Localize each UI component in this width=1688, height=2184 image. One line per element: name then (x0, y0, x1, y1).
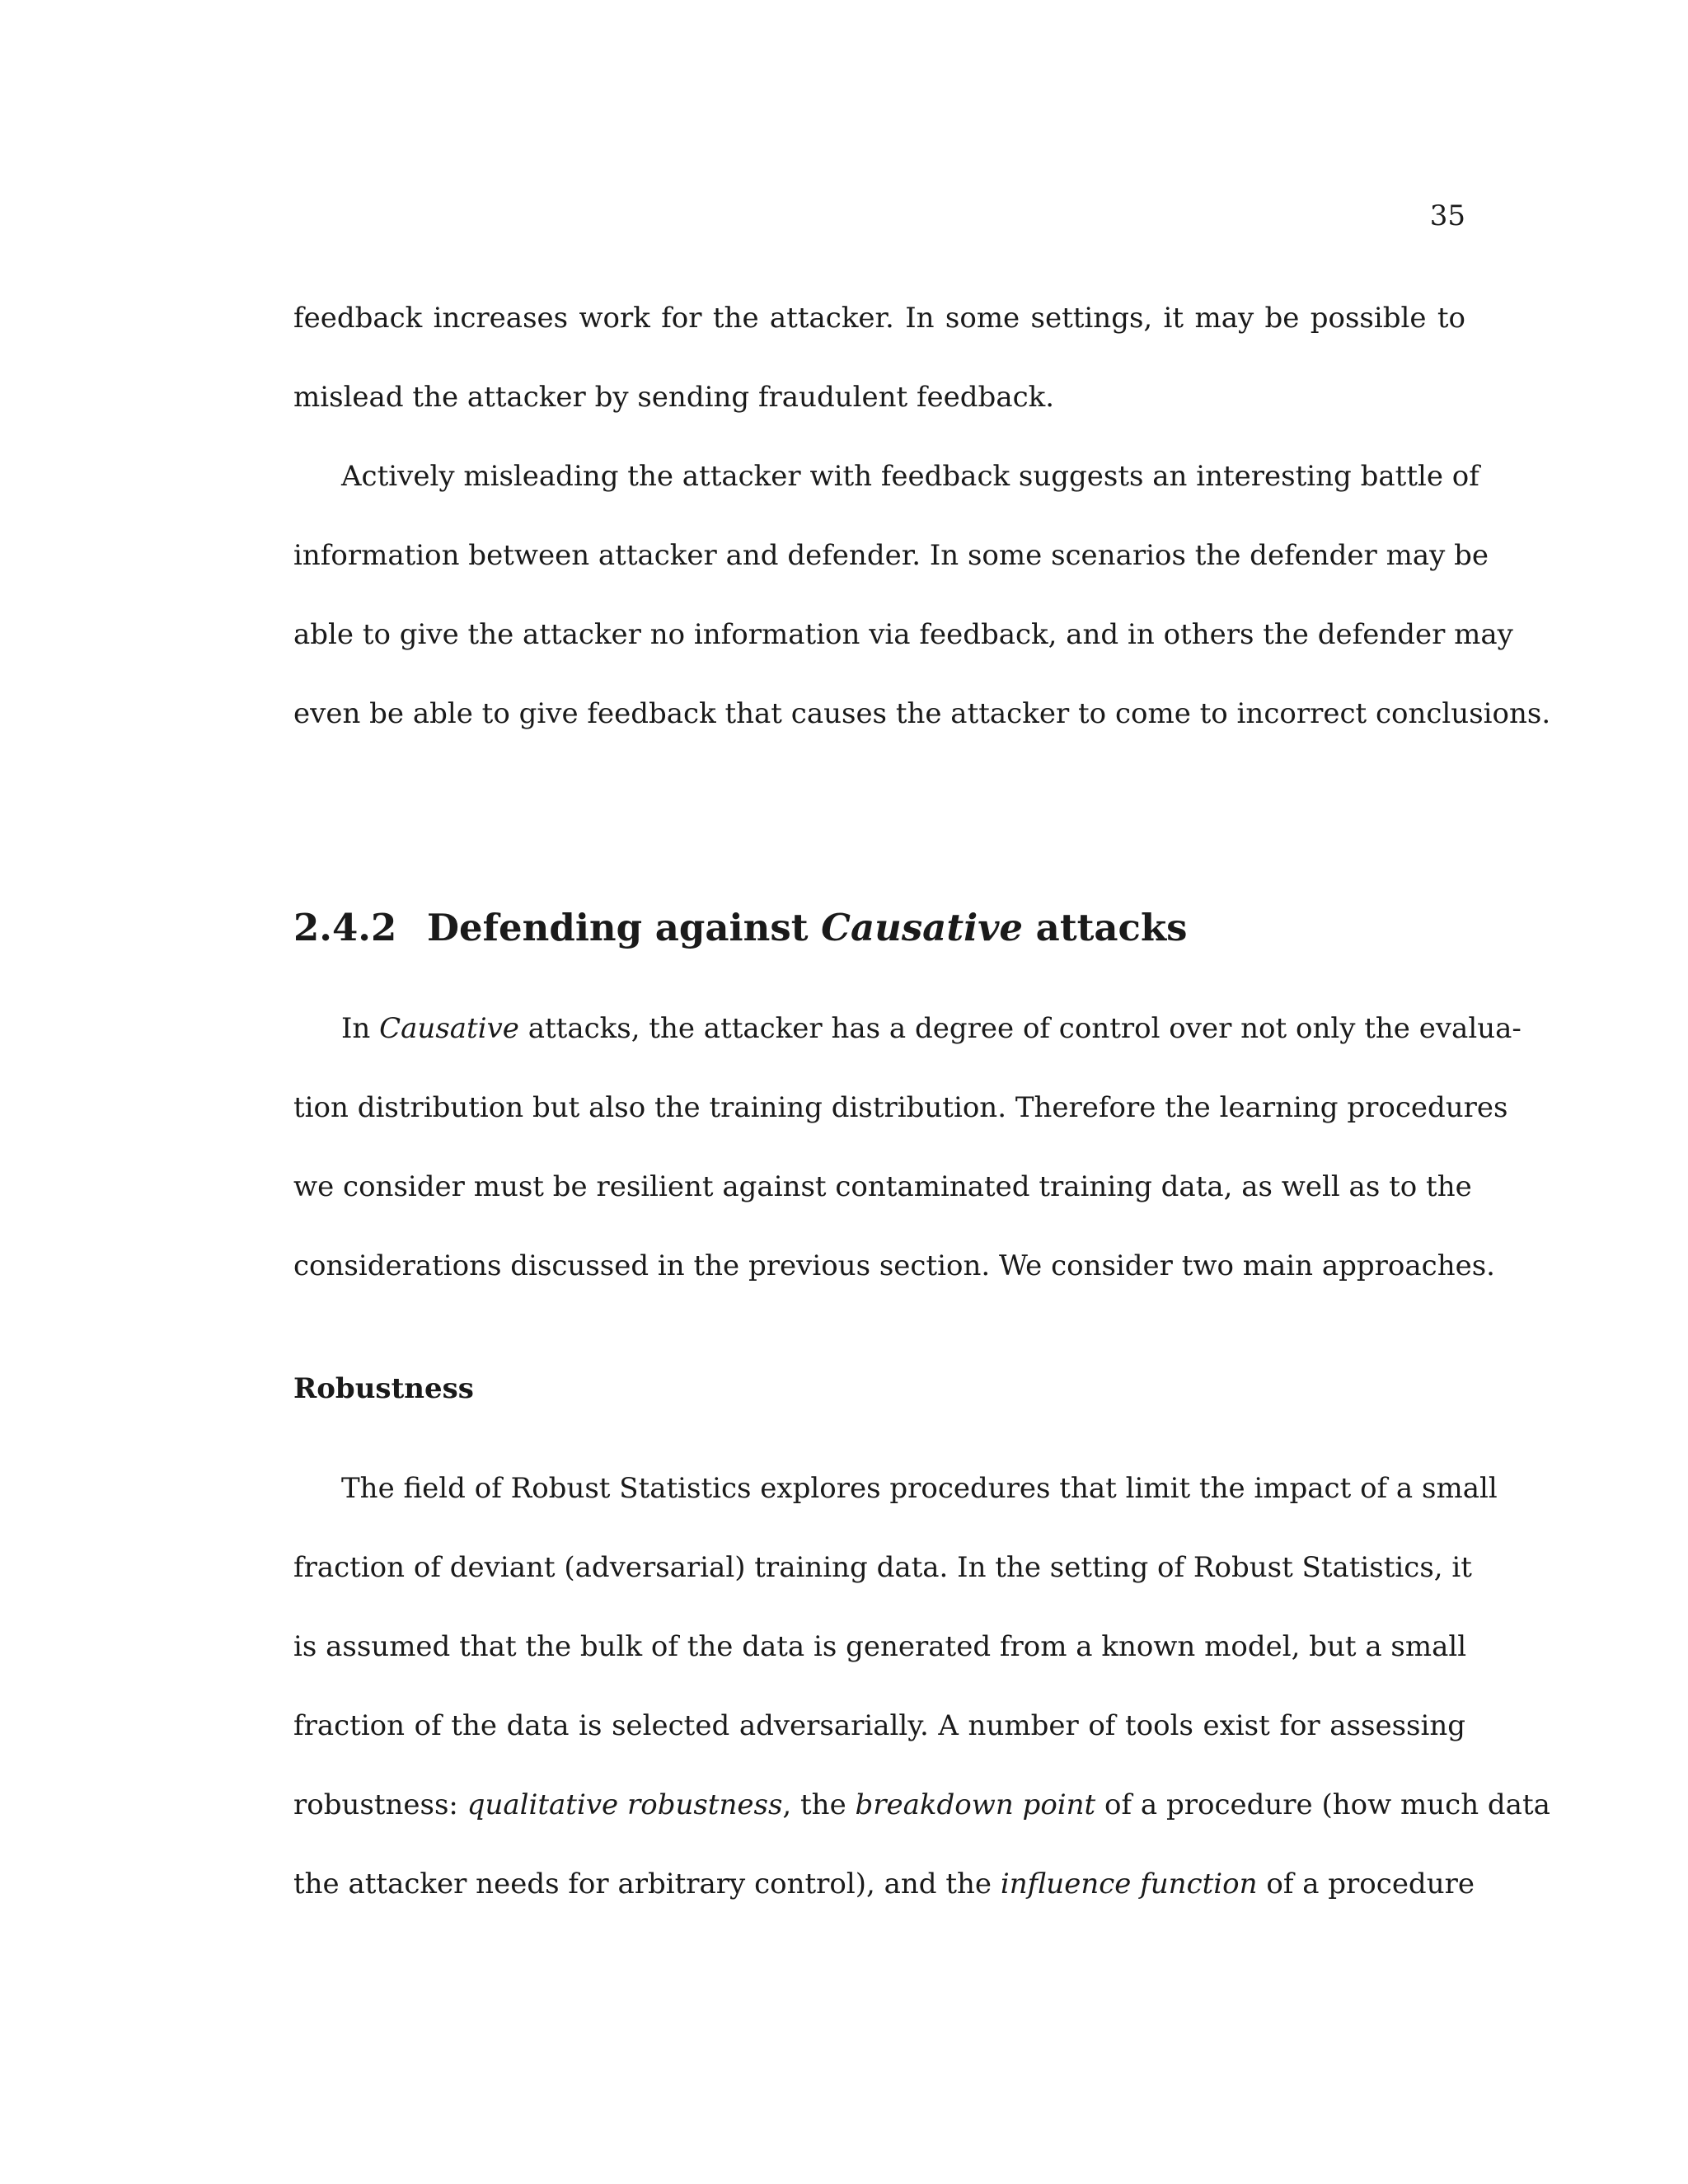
section-number: 2.4.2 (293, 906, 397, 949)
paragraph-robust-statistics (293, 1449, 1550, 1924)
text-span: of a procedure (how much data (1104, 1788, 1550, 1821)
text-line (293, 1844, 1475, 1924)
text-line (293, 989, 1522, 1068)
paragraph-feedback-cont (293, 279, 1465, 437)
italic-term: breakdown point (855, 1788, 1096, 1821)
text-line: feedback increases work for the attacker. In some settings, it may be possible to (293, 302, 1465, 335)
text-span: robustness: (293, 1788, 458, 1821)
section-title-end: attacks (1035, 906, 1188, 949)
text-span: , the (782, 1788, 846, 1821)
text-line: fraction of the data is selected adversarially. A number of tools exist for assessing (293, 1709, 1465, 1742)
italic-term: qualitative robustness (467, 1788, 783, 1821)
paragraph-misleading (293, 437, 1551, 753)
text-span: of a procedure (1266, 1868, 1475, 1900)
section-title-italic: Causative (821, 906, 1023, 949)
text-line: tion distribution but also the training distribution. Therefore the learning procedures (293, 1091, 1508, 1124)
text-line: able to give the attacker no information via feedback, and in others the defender may (293, 618, 1513, 651)
text-line: The field of Robust Statistics explores procedures that limit the impact of a small (341, 1472, 1498, 1505)
text-line: we consider must be resilient against contaminated training data, as well as to the (293, 1170, 1472, 1203)
paragraph-causative (293, 989, 1522, 1305)
page-number: 35 (1429, 199, 1465, 232)
section-heading (293, 903, 1187, 953)
text-span: In (341, 1012, 371, 1045)
text-span: attacks, the attacker has a degree of control over not only the evalua- (528, 1012, 1522, 1045)
italic-term: influence function (1000, 1868, 1258, 1900)
text-line (293, 1765, 1550, 1844)
italic-term: Causative (379, 1012, 519, 1045)
subsection-heading: Robustness (293, 1372, 474, 1405)
text-span: the attacker needs for arbitrary control), and the (293, 1868, 992, 1900)
section-title-start: Defending against (427, 906, 809, 949)
text-line: Actively misleading the attacker with feedback suggests an interesting battle of (341, 460, 1479, 493)
text-line: is assumed that the bulk of the data is generated from a known model, but a small (293, 1630, 1467, 1663)
text-line: information between attacker and defender. In some scenarios the defender may be (293, 539, 1489, 572)
text-line: fraction of deviant (adversarial) training data. In the setting of Robust Statistics, it (293, 1551, 1472, 1584)
text-line: mislead the attacker by sending fraudulent feedback. (293, 381, 1055, 414)
text-line: considerations discussed in the previous section. We consider two main approaches. (293, 1249, 1495, 1282)
text-line: even be able to give feedback that causes the attacker to come to incorrect conclusions. (293, 697, 1551, 730)
